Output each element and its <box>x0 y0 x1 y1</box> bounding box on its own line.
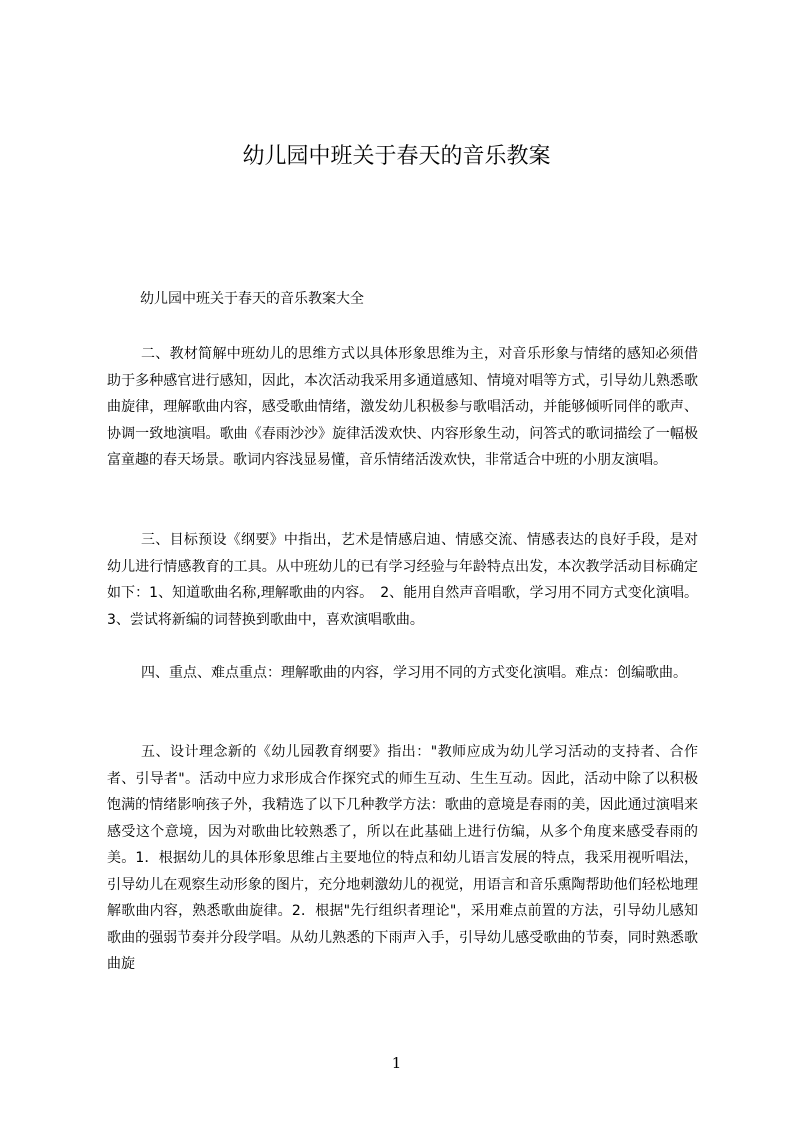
page-number: 1 <box>391 1054 402 1072</box>
paragraph-design-concept: 五、设计理念新的《幼儿园教育纲要》指出："教师应成为幼儿学习活动的支持者、合作者、引导者"。活动中应力求形成合作探究式的师生互动、生生互动。因此，活动中除了以积极饱满的情绪影响孩子外，我精选了以下几种教学方法：歌曲的意境是春雨的美，因此通过演唱来感受这个意境，因为对歌曲比较熟悉了，所以在此基础上进行仿编，从多个角度来感受春雨的美。1．根据幼儿的具体形象思维占主要地位的特点和幼儿语言发展的特点，我采用视听唱法，引导幼儿在观察生动形象的图片，充分地刺激幼儿的视觉，用语言和音乐熏陶帮助他们轻松地理解歌曲内容，熟悉歌曲旋律。2．根据"先行组织者理论"，采用难点前置的方法，引导幼儿感知歌曲的强弱节奏并分段学唱。从幼儿熟悉的下雨声入手，引导幼儿感受歌曲的节奏，同时熟悉歌曲旋 <box>107 744 698 972</box>
page-title: 幼儿园中班关于春天的音乐教案 <box>242 144 551 169</box>
paragraph-materials: 二、教材简解中班幼儿的思维方式以具体形象思维为主，对音乐形象与情绪的感知必须借助于多种感官进行感知，因此，本次活动我采用多通道感知、情境对唱等方式，引导幼儿熟悉歌曲旋律，理解歌曲内容，感受歌曲情绪，激发幼儿积极参与歌唱活动，并能够倾听同伴的歌声、协调一致地演唱。歌曲《春雨沙沙》旋律活泼欢快、内容形象生动，问答式的歌词描绘了一幅极富童趣的春天场景。歌词内容浅显易懂，音乐情绪活泼欢快，非常适合中班的小朋友演唱。 <box>107 346 698 468</box>
document-subtitle: 幼儿园中班关于春天的音乐教案大全 <box>140 291 364 307</box>
paragraph-goals: 三、目标预设《纲要》中指出，艺术是情感启迪、情感交流、情感表达的良好手段，是对幼儿进行情感教育的工具。从中班幼儿的已有学习经验与年龄特点出发，本次教学活动目标确定如下：1、知道歌曲名称,理解歌曲的内容。 2、能用自然声音唱歌，学习用不同方式变化演唱。3、尝试将新编的词替换到歌曲中，喜欢演唱歌曲。 <box>107 532 698 628</box>
paragraph-key-points: 四、重点、难点重点：理解歌曲的内容，学习用不同的方式变化演唱。难点：创编歌曲。 <box>141 665 687 681</box>
